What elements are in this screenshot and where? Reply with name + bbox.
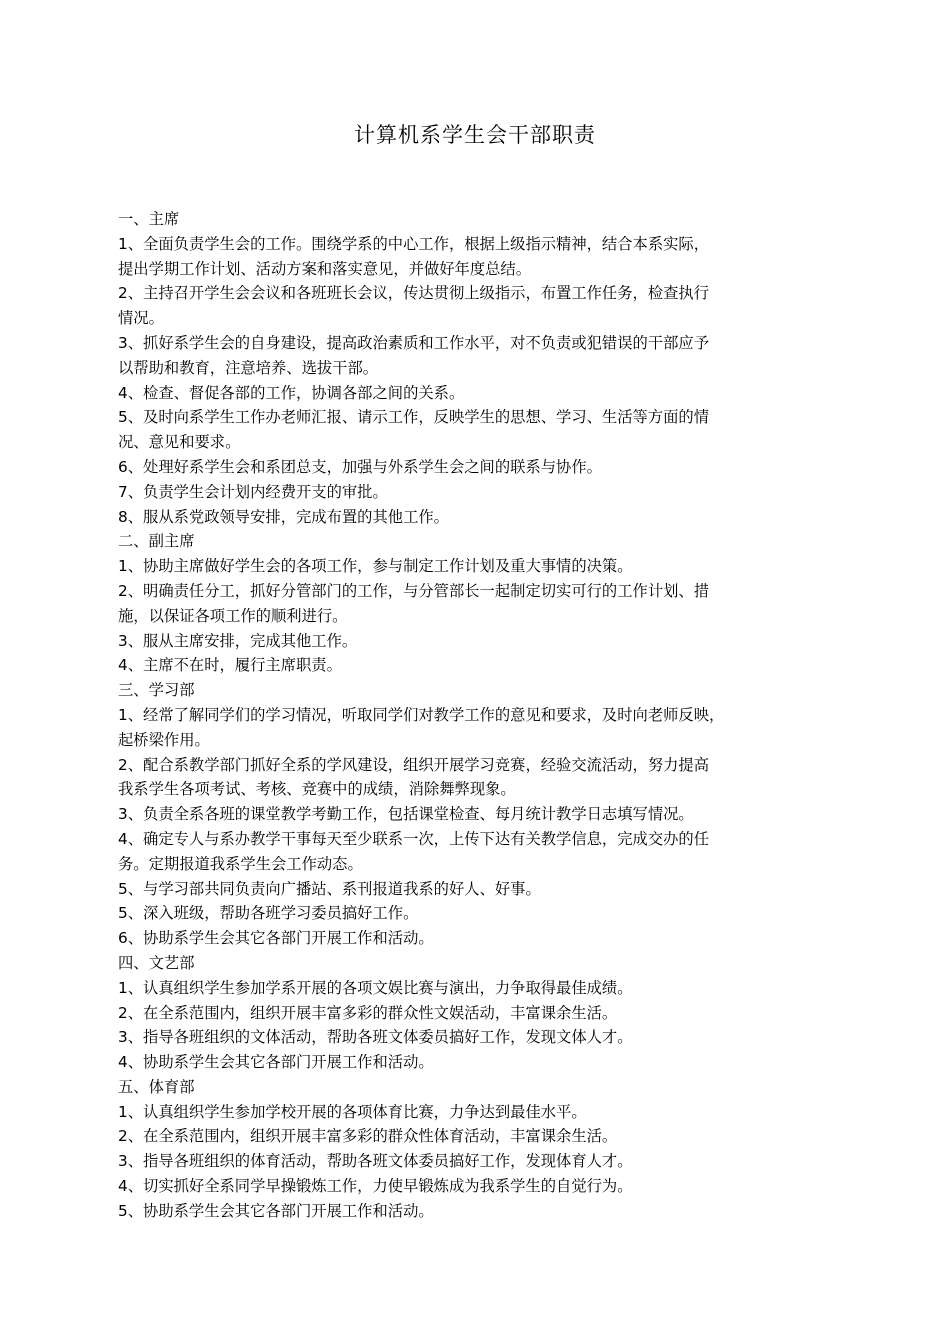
text-line: 5、协助系学生会其它各部门开展工作和活动。 <box>118 1201 434 1220</box>
text-line: 3、负责全系各班的课堂教学考勤工作，包括课堂检查、每月统计教学日志填写情况。 <box>118 805 694 824</box>
text-line: 6、处理好系学生会和系团总支，加强与外系学生会之间的联系与协作。 <box>118 457 602 476</box>
text-line: 我系学生各项考试、考核、竞赛中的成绩，消除舞弊现象。 <box>118 780 516 799</box>
text-line: 务。定期报道我系学生会工作动态。 <box>118 854 363 873</box>
text-line: 3、抓好系学生会的自身建设，提高政治素质和工作水平，对不负责或犯错误的干部应予 <box>118 333 710 352</box>
text-line: 3、指导各班组织的体育活动，帮助各班文体委员搞好工作，发现体育人才。 <box>118 1152 633 1171</box>
text-line: 6、协助系学生会其它各部门开展工作和活动。 <box>118 929 434 948</box>
text-line: 四、文艺部 <box>118 953 195 972</box>
text-line: 2、在全系范围内，组织开展丰富多彩的群众性文娱活动，丰富课余生活。 <box>118 1003 618 1022</box>
text-line: 8、服从系党政领导安排，完成布置的其他工作。 <box>118 507 449 526</box>
text-line: 4、检查、督促各部的工作，协调各部之间的关系。 <box>118 383 465 402</box>
text-line: 1、经常了解同学们的学习情况，听取同学们对教学工作的意见和要求，及时向老师反映， <box>118 705 725 724</box>
text-line: 2、配合系教学部门抓好全系的学风建设，组织开展学习竞赛，经验交流活动，努力提高 <box>118 755 710 774</box>
text-line: 1、协助主席做好学生会的各项工作，参与制定工作计划及重大事情的决策。 <box>118 557 633 576</box>
text-line: 提出学期工作计划、活动方案和落实意见，并做好年度总结。 <box>118 259 532 278</box>
text-line: 况、意见和要求。 <box>118 433 241 452</box>
text-line: 5、与学习部共同负责向广播站、系刊报道我系的好人、好事。 <box>118 879 541 898</box>
text-line: 五、体育部 <box>118 1077 195 1096</box>
text-line: 施，以保证各项工作的顺利进行。 <box>118 606 348 625</box>
text-line: 2、在全系范围内，组织开展丰富多彩的群众性体育活动，丰富课余生活。 <box>118 1127 618 1146</box>
text-line: 2、明确责任分工，抓好分管部门的工作，与分管部长一起制定切实可行的工作计划、措 <box>118 581 710 600</box>
text-line: 4、确定专人与系办教学干事每天至少联系一次，上传下达有关教学信息，完成交办的任 <box>118 829 710 848</box>
text-line: 3、指导各班组织的文体活动，帮助各班文体委员搞好工作，发现文体人才。 <box>118 1028 633 1047</box>
text-line: 4、切实抓好全系同学早操锻炼工作，力使早锻炼成为我系学生的自觉行为。 <box>118 1177 633 1196</box>
text-line: 5、深入班级，帮助各班学习委员搞好工作。 <box>118 904 419 923</box>
text-line: 4、协助系学生会其它各部门开展工作和活动。 <box>118 1053 434 1072</box>
text-line: 2、主持召开学生会会议和各班班长会议，传达贯彻上级指示，布置工作任务，检查执行 <box>118 284 710 303</box>
text-line: 1、认真组织学生参加学校开展的各项体育比赛，力争达到最佳水平。 <box>118 1102 587 1121</box>
text-line: 起桥梁作用。 <box>118 730 210 749</box>
text-line: 5、及时向系学生工作办老师汇报、请示工作，反映学生的思想、学习、生活等方面的情 <box>118 408 710 427</box>
text-line: 4、主席不在时，履行主席职责。 <box>118 656 342 675</box>
text-line: 7、负责学生会计划内经费开支的审批。 <box>118 482 388 501</box>
text-line: 1、认真组织学生参加学系开展的各项文娱比赛与演出，力争取得最佳成绩。 <box>118 978 633 997</box>
text-line: 情况。 <box>118 309 164 328</box>
document-title: 计算机系学生会干部职责 <box>354 123 596 147</box>
text-line: 二、副主席 <box>118 532 195 551</box>
text-line: 一、主席 <box>118 210 180 228</box>
text-line: 3、服从主席安排，完成其他工作。 <box>118 631 358 650</box>
document-body <box>118 207 833 1224</box>
text-line: 三、学习部 <box>118 681 195 700</box>
text-line: 以帮助和教育，注意培养、选拔干部。 <box>118 358 379 377</box>
text-line: 1、全面负责学生会的工作。围绕学系的中心工作，根据上级指示精神，结合本系实际， <box>118 234 710 253</box>
